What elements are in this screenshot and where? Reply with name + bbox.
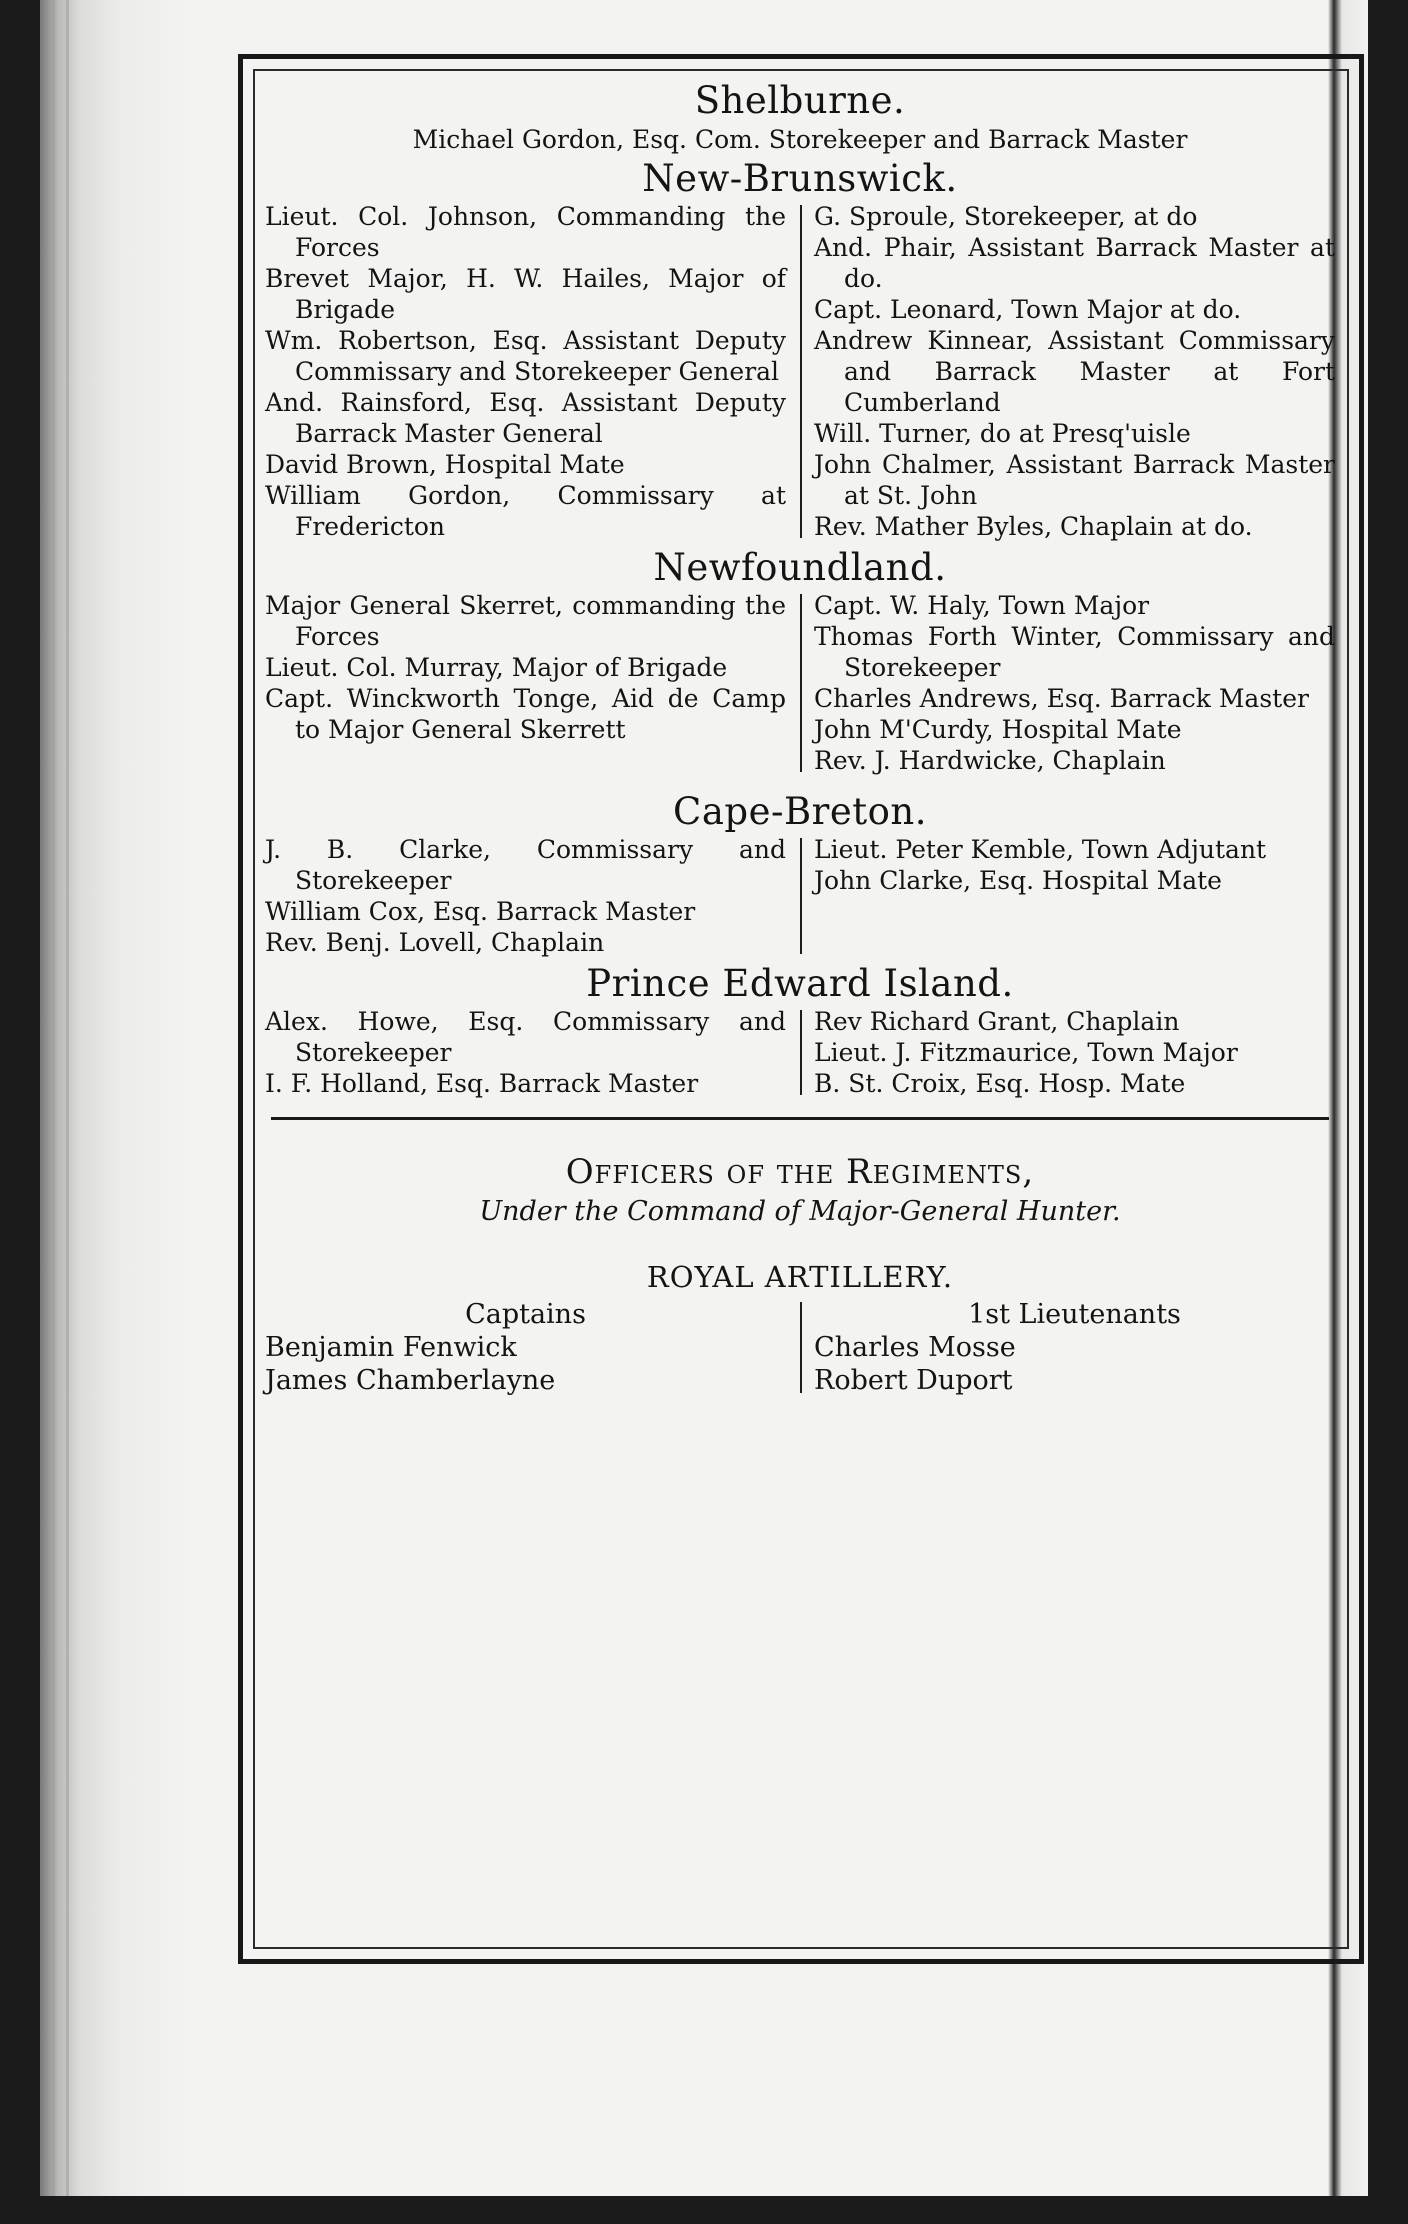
- regiments-subheading: Under the Command of Major-General Hunter.: [479, 1196, 1121, 1227]
- list-entry: Lieut. Col. Murray, Major of Brigade: [265, 653, 728, 682]
- list-entry: John Clarke, Esq. Hospital Mate: [814, 866, 1222, 895]
- prince-edward-columns: [265, 1006, 1335, 1099]
- list-entry: And. Phair, Assistant Barrack Master at do.: [814, 233, 1335, 293]
- newfoundland-columns: [265, 590, 1335, 776]
- list-entry: Capt. Leonard, Town Major at do.: [814, 295, 1242, 324]
- list-entry: John M'Curdy, Hospital Mate: [814, 715, 1182, 744]
- royal-artillery-columns: [265, 1298, 1335, 1397]
- royal-artillery-heading: ROYAL ARTILLERY.: [646, 1260, 954, 1294]
- list-entry: B. St. Croix, Esq. Hosp. Mate: [814, 1069, 1186, 1098]
- regiments-heading: Officers of the Regiments,: [565, 1152, 1035, 1192]
- list-entry: Rev. J. Hardwicke, Chaplain: [814, 746, 1166, 775]
- column-divider: [800, 838, 802, 954]
- column-divider: [800, 594, 802, 772]
- shelburne-entry: Michael Gordon, Esq. Com. Storekeeper and Barrack Master: [412, 125, 1188, 154]
- section-heading-shelburne: Shelburne.: [694, 79, 906, 122]
- officer-name: Benjamin Fenwick: [265, 1332, 517, 1363]
- new-brunswick-right-column: [800, 201, 1335, 542]
- prince-edward-right-column: [800, 1006, 1335, 1099]
- list-entry: Andrew Kinnear, Assistant Commissary and Barrack Master at Fort Cumberland: [814, 326, 1335, 417]
- new-brunswick-left-column: [265, 201, 800, 542]
- captains-column: [265, 1298, 800, 1397]
- list-entry: Will. Turner, do at Presq'uisle: [814, 419, 1191, 448]
- page-content: [265, 79, 1335, 1935]
- list-entry: William Cox, Esq. Barrack Master: [265, 897, 696, 926]
- officer-name: Robert Duport: [814, 1365, 1013, 1396]
- officer-name: Charles Mosse: [814, 1332, 1016, 1363]
- newfoundland-left-column: [265, 590, 800, 776]
- list-entry: Lieut. Col. Johnson, Commanding the Forces: [265, 202, 786, 262]
- newfoundland-right-column: [800, 590, 1335, 776]
- section-rule: [271, 1117, 1329, 1120]
- cape-breton-columns: [265, 834, 1335, 958]
- column-divider: [800, 1010, 802, 1095]
- gutter-edge-line: [66, 0, 69, 2196]
- page-gutter: [40, 0, 190, 2196]
- page-border: [238, 54, 1364, 1964]
- gutter-edge-line: [52, 0, 55, 2196]
- new-brunswick-columns: [265, 201, 1335, 542]
- list-entry: Capt. W. Haly, Town Major: [814, 591, 1150, 620]
- book-page: [40, 0, 1368, 2196]
- list-entry: Alex. Howe, Esq. Commissary and Storekeeper: [265, 1007, 786, 1067]
- cape-breton-left-column: [265, 834, 800, 958]
- list-entry: Lieut. J. Fitzmaurice, Town Major: [814, 1038, 1238, 1067]
- column-divider: [800, 1302, 802, 1393]
- list-entry: William Gordon, Commissary at Fredericton: [265, 481, 786, 541]
- section-heading-cape-breton: Cape-Breton.: [673, 790, 927, 833]
- list-entry: I. F. Holland, Esq. Barrack Master: [265, 1069, 699, 1098]
- list-entry: Thomas Forth Winter, Commissary and Storekeeper: [814, 622, 1335, 682]
- list-entry: Lieut. Peter Kemble, Town Adjutant: [814, 835, 1267, 864]
- section-heading-prince-edward-island: Prince Edward Island.: [586, 962, 1014, 1005]
- list-entry: And. Rainsford, Esq. Assistant Deputy Barrack Master General: [265, 388, 786, 448]
- officer-name: James Chamberlayne: [265, 1365, 556, 1396]
- column-divider: [800, 205, 802, 538]
- list-entry: John Chalmer, Assistant Barrack Master at St. John: [814, 450, 1335, 510]
- list-entry: Capt. Winckworth Tonge, Aid de Camp to Major General Skerrett: [265, 684, 786, 744]
- list-entry: Charles Andrews, Esq. Barrack Master: [814, 684, 1309, 713]
- captains-heading: Captains: [465, 1299, 586, 1330]
- prince-edward-left-column: [265, 1006, 800, 1099]
- list-entry: J. B. Clarke, Commissary and Storekeeper: [265, 835, 786, 895]
- section-heading-new-brunswick: New-Brunswick.: [642, 157, 958, 200]
- lieutenants-heading: 1st Lieutenants: [968, 1299, 1181, 1330]
- list-entry: Brevet Major, H. W. Hailes, Major of Brigade: [265, 264, 786, 324]
- list-entry: G. Sproule, Storekeeper, at do: [814, 202, 1198, 231]
- section-heading-newfoundland: Newfoundland.: [653, 546, 947, 589]
- list-entry: Rev Richard Grant, Chaplain: [814, 1007, 1180, 1036]
- cape-breton-right-column: [800, 834, 1335, 958]
- list-entry: Major General Skerret, commanding the Forces: [265, 591, 786, 651]
- lieutenants-column: [800, 1298, 1335, 1397]
- list-entry: Rev. Benj. Lovell, Chaplain: [265, 928, 605, 957]
- list-entry: Wm. Robertson, Esq. Assistant Deputy Commissary and Storekeeper General: [265, 326, 786, 386]
- list-entry: Rev. Mather Byles, Chaplain at do.: [814, 512, 1253, 541]
- list-entry: David Brown, Hospital Mate: [265, 450, 625, 479]
